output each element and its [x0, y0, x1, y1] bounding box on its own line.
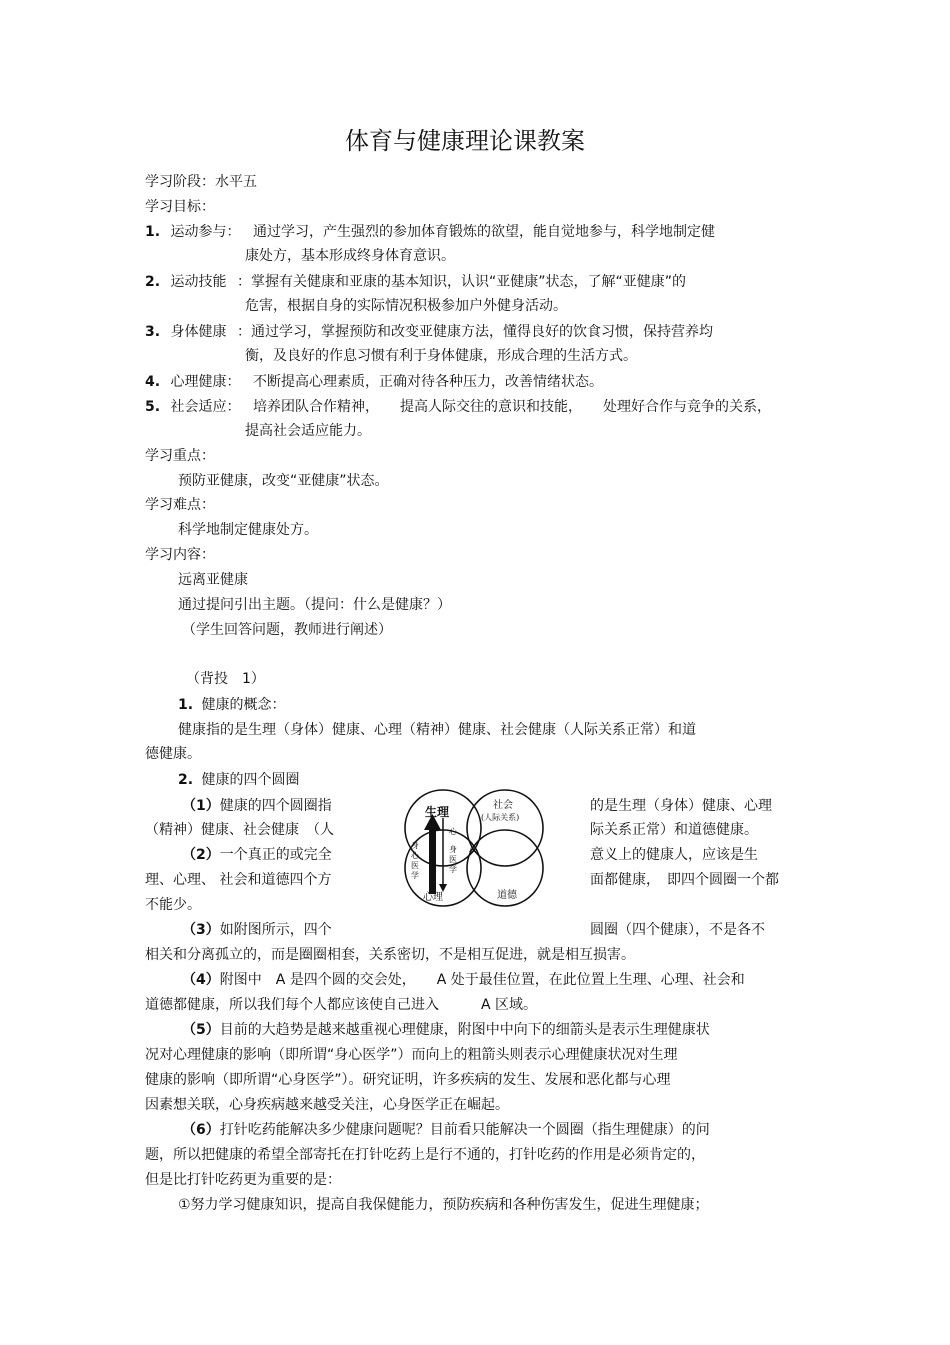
vertical-label: 医 — [411, 861, 419, 870]
para-text: 一个真正的或完全 — [219, 847, 332, 863]
difficulty-label: 学习难点： — [145, 497, 215, 513]
para-number: （5） — [182, 1022, 220, 1038]
para-text: 健康的四个圆圈指 — [219, 798, 332, 814]
four-circles-diagram — [393, 786, 558, 911]
concept-heading — [178, 696, 286, 714]
goal-1-row — [145, 223, 241, 241]
goal-text: ：通过学习，掌握预防和改变亚健康方法，懂得良好的饮食习惯，保持营养均 — [237, 324, 713, 340]
heading-number: 2. — [178, 772, 194, 788]
goal-label: 身体健康 — [170, 324, 227, 340]
para-1-left-cont: （精神）健康、社会健康 （人 — [145, 822, 334, 838]
goal-label: 运动技能 — [170, 274, 227, 290]
key-label: 学习重点： — [145, 448, 215, 464]
para-4 — [182, 971, 745, 989]
vertical-label: 身 — [449, 845, 457, 854]
projection-note: （背投 1） — [186, 671, 265, 687]
goal-number: 3. — [145, 324, 161, 340]
goal-text-cont: 提高社会适应能力。 — [245, 423, 371, 439]
para-number: （3） — [182, 922, 220, 938]
heading-text: 健康的四个圆圈 — [201, 772, 300, 788]
goal-text: 通过学习，产生强烈的参加体育锻炼的欲望，能自觉地参与，科学地制定健 — [253, 224, 715, 240]
goal-text: 培养团队合作精神， 提高人际交往的意识和技能， 处理好合作与竞争的关系， — [253, 399, 771, 415]
para-number: （1） — [182, 798, 220, 814]
goal-2-row — [145, 273, 227, 291]
para-5 — [182, 1021, 710, 1039]
concept-text-cont: 德健康。 — [145, 746, 201, 762]
para-3-cont: 相关和分离孤立的，而是圈圈相套，关系密切，不是相互促进，就是相互损害。 — [145, 947, 635, 963]
para-6-cont: 但是比打针吃药更为重要的是： — [145, 1172, 341, 1188]
content-line: 远离亚健康 — [178, 572, 248, 588]
vertical-label: 医 — [449, 855, 457, 864]
label-point-a: A — [469, 845, 475, 854]
learning-stage: 学习阶段：水平五 — [145, 174, 257, 190]
content-line: 通过提问引出主题。（提问：什么是健康？） — [178, 597, 451, 613]
label-social: 社会 — [493, 800, 513, 811]
para-6-cont: 题，所以把健康的希望全部寄托在打针吃药上是行不通的，打针吃药的作用是必须肯定的， — [145, 1147, 705, 1163]
para-3-right: 圆圈（四个健康），不是各不 — [590, 922, 765, 938]
para-3-left — [182, 921, 332, 939]
goal-text-cont: 康处方，基本形成终身体育意识。 — [245, 248, 455, 264]
label-social-sub: (人际关系) — [481, 813, 520, 822]
goal-number: 2. — [145, 274, 161, 290]
heading-text: 健康的概念： — [201, 697, 286, 713]
para-5-cont: 因素想关联，心身疾病越来越受关注，心身医学正在崛起。 — [145, 1097, 509, 1113]
para-number: （4） — [182, 972, 220, 988]
para-number: （6） — [182, 1122, 220, 1138]
key-text: 预防亚健康，改变“亚健康”状态。 — [178, 473, 389, 489]
vertical-label: 身 — [411, 841, 419, 850]
label-mental: 心理 — [423, 892, 443, 903]
para-text: 打针吃药能解决多少健康问题呢？目前看只能解决一个圆圈（指生理健康）的问 — [219, 1122, 710, 1138]
goal-4-row — [145, 373, 241, 391]
para-text: 如附图所示，四个 — [219, 922, 332, 938]
para-5-cont: 健康的影响（即所谓“心身医学”）。研究证明，许多疾病的发生、发展和恶化都与心理 — [145, 1072, 671, 1088]
goal-label: 运动参与： — [170, 224, 241, 240]
goal-text: 不断提高心理素质，正确对待各种压力，改善情绪状态。 — [253, 374, 603, 390]
goal-text-cont: 衡，及良好的作息习惯有利于身体健康，形成合理的生活方式。 — [245, 348, 637, 364]
goal-5-row — [145, 398, 241, 416]
content-label: 学习内容： — [145, 547, 215, 563]
para-2-left — [182, 846, 332, 864]
goal-number: 4. — [145, 374, 161, 390]
para-2-right-cont: 面都健康， 即四个圆圈一个都 — [590, 872, 779, 888]
goal-number: 5. — [145, 399, 161, 415]
para-number: （2） — [182, 847, 220, 863]
goal-3-row — [145, 323, 227, 341]
para-2-end: 不能少。 — [145, 897, 201, 913]
goal-number: 1. — [145, 224, 161, 240]
para-5-cont: 况对心理健康的影响（即所谓“身心医学”）而向上的粗箭头则表示心理健康状况对生理 — [145, 1047, 678, 1063]
page-title: 体育与健康理论课教案 — [345, 127, 585, 155]
goals-label: 学习目标： — [145, 199, 215, 215]
heading-number: 1. — [178, 697, 194, 713]
content-line: （学生回答问题，教师进行阐述） — [182, 622, 392, 638]
para-text: 附图中 A 是四个圆的交会处， A 处于最佳位置，在此位置上生理、心理、社会和 — [219, 972, 745, 988]
para-1-right-cont: 际关系正常）和道德健康。 — [590, 822, 758, 838]
label-physical: 生理 — [425, 805, 450, 819]
vertical-label: 心 — [449, 827, 457, 836]
para-text: 目前的大趋势是越来越重视心理健康，附图中中向下的细箭头是表示生理健康状 — [219, 1022, 710, 1038]
para-1-left — [182, 797, 332, 815]
para-2-left-cont: 理、心理、 社会和道德四个方 — [145, 872, 332, 888]
thick-arrow-shaft — [429, 828, 436, 894]
para-4-cont: 道德都健康，所以我们每个人都应该使自己进入 A 区域。 — [145, 997, 538, 1013]
goal-label: 心理健康： — [170, 374, 241, 390]
para-2-right: 意义上的健康人，应该是生 — [590, 847, 758, 863]
circles-heading — [178, 771, 300, 789]
vertical-label: 学 — [411, 871, 419, 880]
goal-text-cont: 危害，根据自身的实际情况积极参加户外健身活动。 — [245, 298, 567, 314]
difficulty-text: 科学地制定健康处方。 — [178, 522, 318, 538]
thin-arrow-head — [439, 884, 447, 892]
concept-text: 健康指的是生理（身体）健康、心理（精神）健康、社会健康（人际关系正常）和道 — [178, 722, 696, 738]
vertical-label: 学 — [449, 865, 457, 874]
list-item: ①努力学习健康知识，提高自我保健能力，预防疾病和各种伤害发生，促进生理健康； — [178, 1197, 709, 1213]
para-1-right: 的是生理（身体）健康、心理 — [590, 798, 772, 814]
para-6 — [182, 1121, 710, 1139]
goal-text: ：掌握有关健康和亚康的基本知识，认识“亚健康”状态，了解“亚健康”的 — [237, 274, 687, 290]
vertical-label: 心 — [411, 851, 419, 860]
label-moral: 道德 — [497, 890, 517, 901]
goal-label: 社会适应： — [170, 399, 241, 415]
